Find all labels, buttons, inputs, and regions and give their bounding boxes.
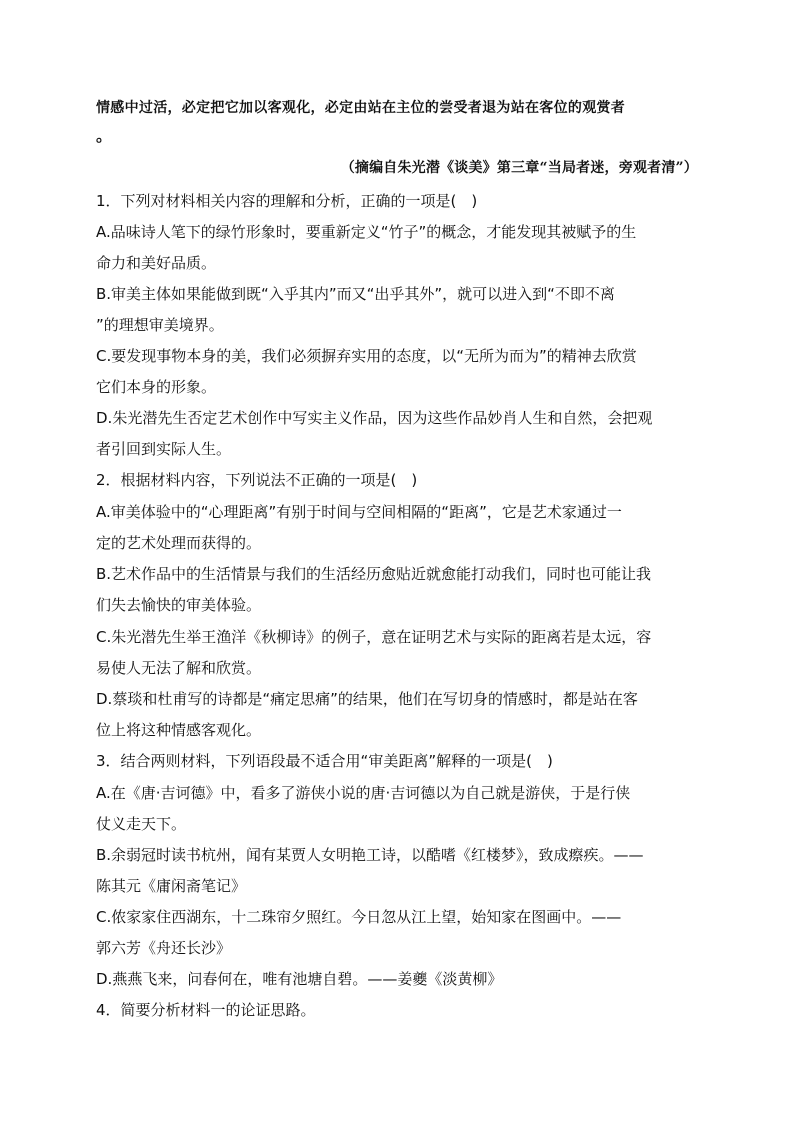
question-1-line-1: 1．下列对材料相关内容的理解和分析，正确的一项是( ) [96, 192, 478, 210]
question-1-line-8: D.朱光潜先生否定艺术创作中写实主义作品，因为这些作品妙肖人生和自然，会把观 [96, 409, 653, 427]
question-1-line-7: 它们本身的形象。 [96, 378, 217, 396]
question-3-line-6: C.侬家家住西湖东，十二珠帘夕照红。今日忽从江上望，始知家在图画中。—— [96, 908, 622, 926]
question-3-line-5: 陈其元《庸闲斋笔记》 [96, 877, 247, 895]
question-1-line-2: A.品味诗人笔下的绿竹形象时，要重新定义“竹子”的概念，才能发现其被赋予的生 [96, 223, 637, 241]
continued-paragraph-line: 情感中过活，必定把它加以客观化，必定由站在主位的尝受者退为站在客位的观赏者 [96, 100, 626, 116]
question-2-line-9: 位上将这种情感客观化。 [96, 721, 262, 739]
question-2-line-5: 们失去愉快的审美体验。 [96, 596, 262, 614]
question-3-line-2: A.在《唐·吉诃德》中，看多了游侠小说的唐·吉诃德以为自己就是游侠，于是行侠 [96, 784, 631, 802]
question-3-line-4: B.余弱冠时读书杭州，闻有某贾人女明艳工诗，以酷嗜《红楼梦》，致成瘵疾。—— [96, 846, 644, 864]
question-1-line-5: ”的理想审美境界。 [96, 316, 224, 334]
question-3-line-1: 3．结合两则材料，下列语段最不适合用“审美距离”解释的一项是( ) [96, 752, 553, 770]
question-2-line-3: 定的艺术处理而获得的。 [96, 534, 262, 552]
question-1-line-3: 命力和美好品质。 [96, 254, 217, 272]
question-2-line-6: C.朱光潜先生举王渔洋《秋柳诗》的例子，意在证明艺术与实际的距离若是太远，容 [96, 628, 652, 646]
paragraph-end-mark: 。 [96, 126, 113, 145]
question-4-line-1: 4．简要分析材料一的论证思路。 [96, 1001, 316, 1019]
question-1-line-6: C.要发现事物本身的美，我们必须摒弃实用的态度，以“无所为而为”的精神去欣赏 [96, 347, 637, 365]
question-2-line-1: 2．根据材料内容，下列说法不正确的一项是( ) [96, 471, 418, 489]
question-1-line-4: B.审美主体如果能做到既“入乎其内”而又“出乎其外”，就可以进入到“不即不离 [96, 285, 615, 303]
question-1-line-9: 者引回到实际人生。 [96, 440, 232, 458]
question-2-line-2: A.审美体验中的“心理距离”有别于时间与空间相隔的“距离”，它是艺术家通过一 [96, 503, 622, 521]
source-citation: （摘编自朱光潜《谈美》第三章“当局者迷，旁观者清”） [340, 160, 698, 176]
question-3-line-3: 仗义走天下。 [96, 815, 187, 833]
question-3-line-8: D.燕燕飞来，问春何在，唯有池塘自碧。——姜夔《淡黄柳》 [96, 970, 503, 988]
question-2-line-8: D.蔡琰和杜甫写的诗都是“痛定思痛”的结果，他们在写切身的情感时，都是站在客 [96, 690, 638, 708]
question-2-line-7: 易使人无法了解和欣赏。 [96, 659, 262, 677]
question-3-line-7: 郭六芳《舟还长沙》 [96, 939, 232, 957]
question-2-line-4: B.艺术作品中的生活情景与我们的生活经历愈贴近就愈能打动我们，同时也可能让我 [96, 565, 652, 583]
